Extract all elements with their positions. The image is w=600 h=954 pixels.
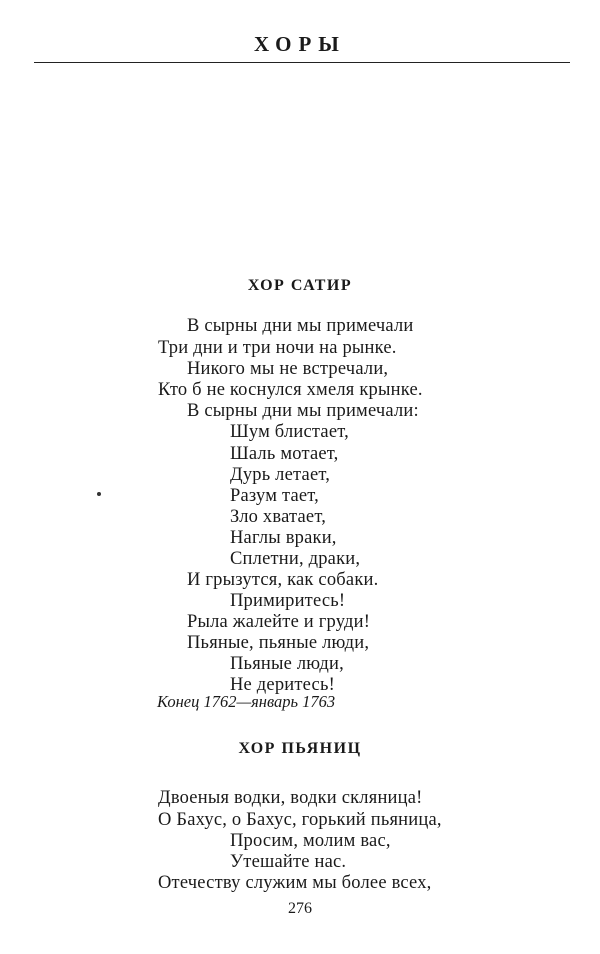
verse-line: Двоеныя водки, водки скляница! [158, 788, 423, 808]
verse-line: Утешайте нас. [230, 852, 347, 872]
verse-line: Рыла жалейте и груди! [187, 612, 371, 632]
verse-line: Разум тает, [230, 486, 320, 506]
running-head: ХОРЫ [254, 32, 346, 56]
verse-line: Сплетни, драки, [230, 549, 361, 569]
verse-line: Пьяные люди, [230, 654, 344, 674]
verse-line: Пьяные, пьяные люди, [187, 633, 370, 653]
verse-line: Наглы враки, [230, 528, 337, 548]
verse-line: В сырны дни мы примечали: [187, 401, 419, 421]
verse-line: Кто б не коснулся хмеля крынке. [158, 380, 423, 400]
verse-line: Не деритесь! [230, 675, 335, 695]
verse-line: Зло хватает, [230, 507, 327, 527]
verse-line: Шаль мотает, [230, 444, 339, 464]
verse-line: О Бахус, о Бахус, горький пьяница, [158, 810, 442, 830]
poem-date: Конец 1762—январь 1763 [157, 692, 336, 711]
verse-line: Шум блистает, [230, 422, 349, 442]
verse-line: Просим, молим вас, [230, 831, 391, 851]
poem-title-drunkards-chorus: ХОР ПЬЯНИЦ [238, 740, 362, 757]
verse-line: И грызутся, как собаки. [187, 570, 379, 590]
verse-line: Три дни и три ночи на рынке. [158, 338, 397, 358]
poem-title-satyr-chorus: ХОР САТИР [247, 277, 353, 294]
page-number: 276 [288, 900, 312, 917]
verse-line: Дурь летает, [230, 465, 331, 485]
verse-line: В сырны дни мы примечали [187, 316, 414, 336]
verse-line: Примиритесь! [230, 591, 346, 611]
verse-line: Никого мы не встречали, [187, 359, 389, 379]
verse-line: Отечеству служим мы более всех, [158, 873, 432, 893]
